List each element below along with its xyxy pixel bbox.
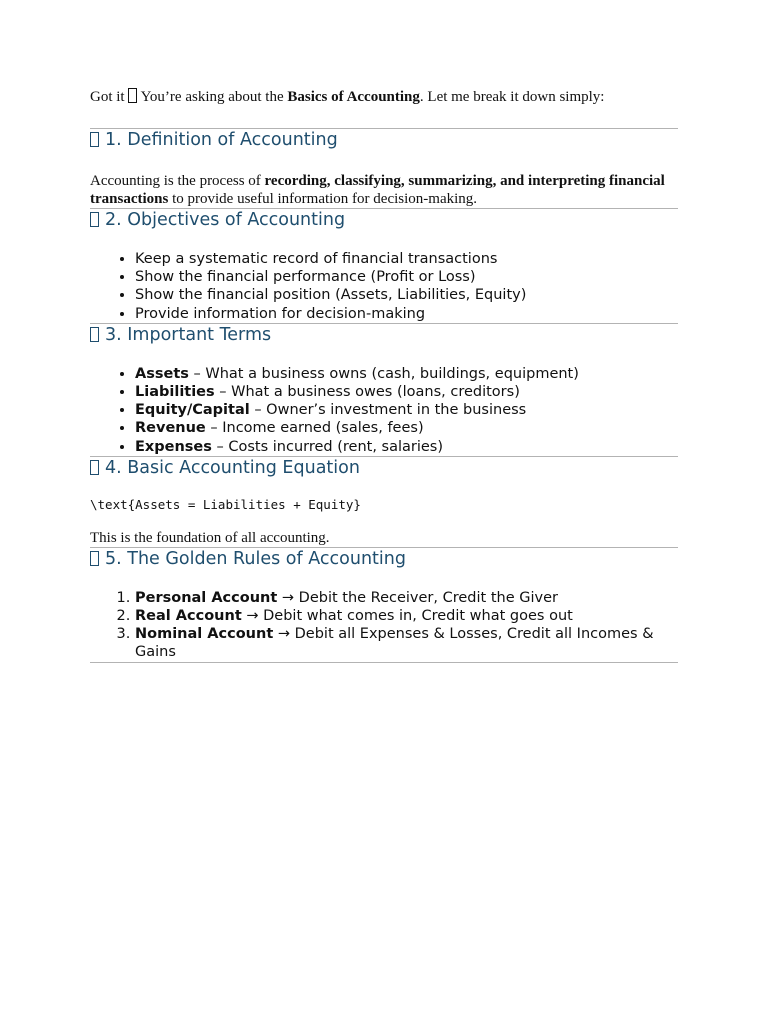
section-title: 1. Definition of Accounting: [105, 130, 338, 150]
term-description: – What a business owes (loans, creditors): [214, 384, 520, 401]
section-title: 2. Objectives of Accounting: [105, 210, 346, 230]
term-description: – Owner’s investment in the business: [249, 402, 527, 419]
list-item: [135, 401, 678, 419]
list-item: [135, 383, 678, 401]
list-item: • Show the financial performance (Profit or Loss): [135, 268, 678, 286]
emoji-placeholder-icon: [90, 551, 99, 566]
section-heading-golden-rules: [90, 548, 678, 570]
section-heading-terms: [90, 324, 678, 346]
intro-bold-topic: Basics of Accounting: [287, 89, 420, 105]
definition-text-after: to provide useful information for decision-making.: [168, 191, 478, 207]
rule-text: → Debit the Receiver, Credit the Giver: [277, 589, 558, 606]
term-label: Assets: [135, 365, 189, 382]
term-label: Revenue: [135, 420, 206, 437]
intro-prefix: Got it: [90, 89, 125, 105]
term-description: – Costs incurred (rent, salaries): [211, 438, 444, 455]
intro-text-before: You’re asking about the: [140, 89, 288, 105]
section-heading-equation: [90, 457, 678, 479]
section-title: 4. Basic Accounting Equation: [105, 457, 360, 478]
list-item: [135, 589, 678, 607]
list-item: [135, 419, 678, 437]
list-item: [135, 625, 678, 661]
definition-bold: recording, classifying, summarizing, and interpreting financial transactions: [90, 173, 665, 207]
list-item: [135, 438, 678, 456]
equation-code: \text{Assets = Liabilities + Equity}: [90, 496, 361, 512]
intro-paragraph: [90, 88, 678, 106]
rule-text: → Debit what comes in, Credit what goes out: [241, 608, 573, 625]
emoji-placeholder-icon: [90, 460, 99, 475]
terms-list: [90, 365, 678, 456]
term-label: Liabilities: [135, 384, 215, 401]
emoji-placeholder-icon: [90, 132, 99, 147]
definition-text-before: Accounting is the process of: [90, 173, 265, 189]
term-label: Equity/Capital: [135, 402, 250, 419]
list-item: • Keep a systematic record of financial transactions: [135, 250, 678, 268]
emoji-placeholder-icon: [90, 327, 99, 342]
term-label: Expenses: [135, 438, 212, 455]
intro-text-after: . Let me break it down simply:: [419, 89, 605, 105]
list-item: [135, 365, 678, 383]
document-page: [90, 88, 678, 663]
emoji-placeholder-icon: [128, 88, 137, 103]
term-description: – What a business owns (cash, buildings, equipment): [188, 365, 579, 382]
term-description: – Income earned (sales, fees): [205, 420, 424, 437]
list-item: • Provide information for decision-making: [135, 305, 678, 323]
equation-note: This is the foundation of all accounting.: [90, 529, 330, 546]
divider: [90, 662, 678, 663]
list-item: • Show the financial position (Assets, Liabilities, Equity): [135, 286, 678, 304]
account-type: Personal Account: [135, 589, 278, 606]
rule-text: → Debit all Expenses & Losses, Credit all Incomes & Gains: [135, 626, 654, 661]
section-title: 5. The Golden Rules of Accounting: [105, 548, 406, 569]
objectives-list: [90, 250, 678, 323]
list-item: [135, 607, 678, 625]
section-heading-definition: [90, 129, 678, 151]
account-type: Nominal Account: [135, 626, 274, 643]
emoji-placeholder-icon: [90, 212, 99, 227]
golden-rules-list: [90, 589, 678, 662]
definition-paragraph: [90, 172, 678, 208]
section-title: 3. Important Terms: [105, 324, 272, 345]
section-heading-objectives: [90, 209, 678, 231]
account-type: Real Account: [135, 608, 242, 625]
